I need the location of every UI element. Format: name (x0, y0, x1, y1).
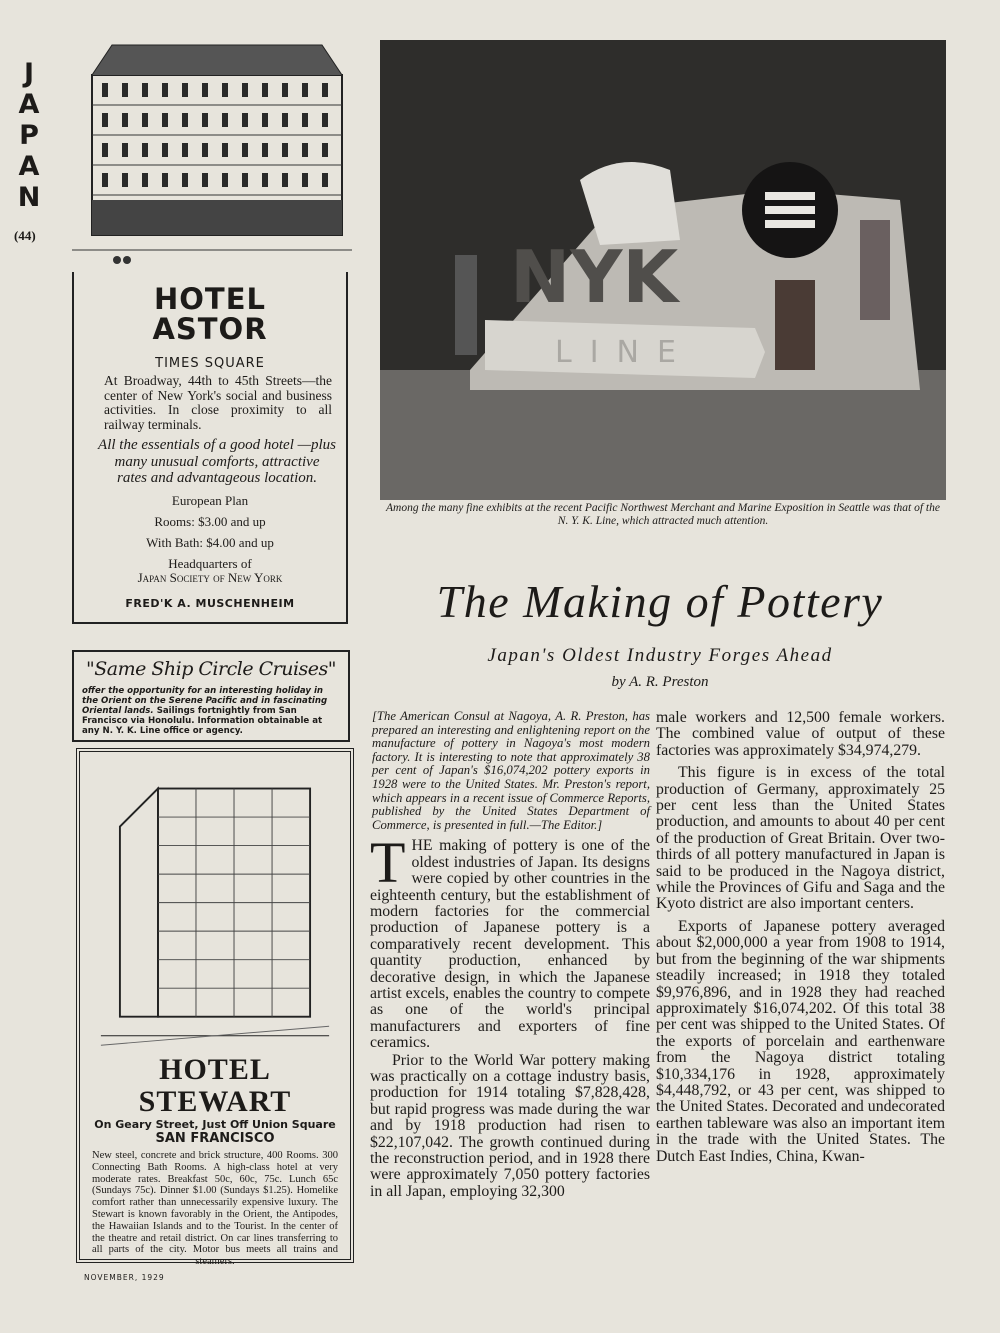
stewart-name: HOTEL STEWART (138, 1053, 292, 1118)
drop-cap: T (370, 830, 406, 896)
photo-sign-nyk: NYK (510, 235, 679, 319)
magazine-vertical-title: JAPAN (17, 58, 41, 213)
stewart-street: On Geary Street, Just Off Union Square (94, 1118, 336, 1131)
article-column-1 (370, 830, 650, 1200)
photo-caption: Among the many fine exhibits at the recent Pacific Northwest Merchant and Marine Exposition in Seattle was that of the N. Y. K. Line, which attracted much attention. (386, 502, 940, 527)
astor-description: At Broadway, 44th to 45th Streets—the center of New York's social and business activities. In close proximity to all railway terminals. (104, 373, 332, 432)
astor-location: TIMES SQUARE (155, 356, 265, 371)
stewart-city: SAN FRANCISCO (155, 1131, 275, 1146)
article-title: The Making of Pottery (436, 576, 884, 627)
astor-plan: European Plan (171, 492, 249, 508)
astor-tagline: All the essentials of a good hotel —plus many unusual comforts, attractive rates and advantageous location. (98, 437, 336, 486)
cruise-title: "Same Ship Circle Cruises" (85, 658, 337, 680)
cruise-ad (72, 650, 350, 742)
paragraph-3: This figure is in excess of the total production of Germany, approximately 25 per cent less than the United States production, and amounts to about 40 per cent of the production of Great Britain. Over two-thirds of all pottery manufactured in Japan is said to be produced in the Nagoya district, while the Provinces of Gifu and Saga and the Kyoto district are also important centers. (656, 764, 945, 913)
cruise-text-italic: offer the opportunity for an interesting holiday in the Orient on the Serene Pacific and in fascinating Oriental lands. (82, 686, 328, 716)
article-column-2 (656, 710, 945, 1165)
cruise-text-plain: Sailings fortnightly from San Francisco via Honolulu. Information obtainable at any N. Y. K. Line office or agency. (82, 706, 323, 736)
astor-hq-line1: Headquarters of (168, 555, 252, 571)
paragraph-2-continued: male workers and 12,500 female workers. The combined value of output of these factories was approximately $34,974,279. (656, 709, 945, 759)
astor-bath-rate: With Bath: $4.00 and up (146, 534, 274, 550)
astor-name-line1: HOTEL (154, 282, 266, 316)
astor-rooms-rate: Rooms: $3.00 and up (154, 513, 266, 529)
nyk-exhibit-photo (380, 40, 946, 500)
photo-arrow-line: LINE (555, 335, 694, 370)
paragraph-1: HE making of pottery is one of the oldest industries of Japan. Its designs were copied by other countries in the eighteenth century, but the establishment of modern factories for the commercial production of Japanese pottery is a comparatively recent development. This quantity production, enhanced by decorative design, in which the Japanese artist excels, enables the country to compete as one of the world's principal manufacturers and exporters of fine ceramics. (370, 837, 650, 1052)
stewart-description: New steel, concrete and brick structure, 400 Rooms. 300 Connecting Bath Rooms. A high-class hotel at very moderate rates. Breakfast 50c, 60c, 75c. Lunch 65c (Sundays 75c). Dinner $1.00 (Sundays $1.25). Homelike comfort rather than unnecessarily expensive luxury. The Stewart is known favorably in the Orient, the Antipodes, the Hawaiian Islands and to the Tourist. In the center of the theatre and retail district. On car lines transferring to all parts of the city. Motor bus meets all trains and steamers. (92, 1150, 338, 1268)
paragraph-2: Prior to the World War pottery making was practically on a cottage industry basis, production for 1914 totaling $7,828,428, but rapid progress was made during the war and by 1918 production had risen to $22,107,042. The growth continued during the reconstruction period, and in 1928 there were approximately 7,050 pottery factories in all Japan, employing 32,300 (370, 1051, 650, 1200)
hotel-stewart-ad (76, 748, 354, 1268)
astor-proprietor: FRED'K A. MUSCHENHEIM (125, 596, 295, 610)
article-byline: by A. R. Preston (611, 674, 709, 690)
cruise-text (82, 686, 340, 736)
issue-date: NOVEMBER, 1929 (84, 1273, 165, 1282)
paragraph-4: Exports of Japanese pottery averaged about $2,000,000 a year from 1908 to 1914, but from the beginning of the war shipments steadily increased; in 1918 they totaled $9,976,896, and in 1928 they had reached approximately $16,074,202. Of this total 38 per cent was shipped to the United States. Of the exports of porcelain and earthenware from the Nagoya district totaling $10,334,176 in 1928, approximately $4,448,792, or 43 per cent, was shipped to the United States. Decorated and undecorated earthen tableware was also an important item in the trade with the United States. The Dutch East Indies, China, Kwan- (656, 917, 945, 1165)
hotel-astor-illustration (72, 35, 352, 270)
hotel-stewart-illustration (95, 760, 335, 1050)
article-subtitle: Japan's Oldest Industry Forges Ahead (487, 645, 833, 666)
astor-name-line2: ASTOR (152, 312, 268, 346)
astor-hq-line2: Japan Society of New York (137, 569, 283, 585)
article-left-flow (370, 710, 650, 1200)
hotel-astor-ad (72, 272, 348, 624)
page-number: (44) (14, 228, 36, 243)
editor-note: [The American Consul at Nagoya, A. R. Preston, has prepared an interesting and enlightening report on the manufacture of pottery in Nagoya's most modern factory. It is interesting to note that approximately 38 per cent of Japan's $16,074,202 pottery exports in 1928 were to the United States. Mr. Preston's report, which appears in a recent issue of Commerce Reports, published by the United States Department of Commerce, is presented in full.—The Editor.] (372, 709, 650, 832)
